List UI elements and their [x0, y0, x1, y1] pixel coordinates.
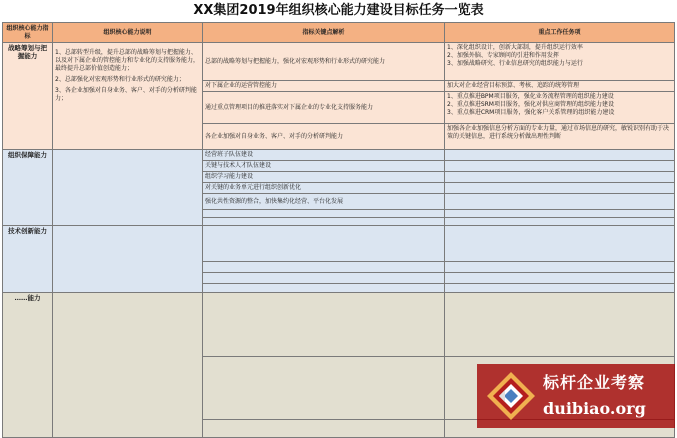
task-line: 1、重点推进BPM项目服务，强化业务流程管理的组织能力建设	[447, 93, 614, 100]
task-line: 3、加强战略研究、行业信息研究的组织能力与运行	[447, 60, 583, 67]
key-point-cell: 通过重点管理项目的推进落实对下属企业的专业化支持服务能力	[203, 92, 445, 124]
table-row	[3, 150, 675, 161]
header-capability-indicator: 组织核心能力指标	[3, 23, 53, 43]
task-line: 3、重点推进CRM项目服务，强化客户关系管理的组织能力建设	[447, 109, 615, 116]
header-key-tasks: 重点工作任务项	[445, 23, 675, 43]
task-line: 1、深化组织设计，创新大部制，提升组织运行效率	[447, 44, 583, 51]
logo-icon	[485, 370, 537, 422]
key-point-cell	[203, 357, 445, 420]
key-point-cell	[203, 284, 445, 293]
key-point-cell: 对下属企业的运营管控能力	[203, 81, 445, 92]
task-line: 2、加强外脑、专家顾问的引进和作用发挥	[447, 52, 559, 59]
capability-name: ……能力	[3, 293, 53, 438]
capability-name: 战略筹划与把握能力	[3, 43, 53, 150]
capability-name: 技术创新能力	[3, 226, 53, 293]
key-point-cell: 经营班子队伍建设	[203, 150, 445, 161]
task-cell	[445, 284, 675, 293]
task-cell	[445, 183, 675, 194]
key-point-cell	[203, 293, 445, 357]
task-cell	[445, 210, 675, 218]
task-cell	[445, 293, 675, 357]
task-cell	[445, 262, 675, 273]
task-cell: 加强各企业加强信息分析方面的专业力量，通过市场信息的研究，敏锐识别有助于决策的关键信息，进行系统分析做出理性判断	[445, 124, 675, 150]
watermark-brand: 标杆企业考察	[543, 373, 646, 392]
table-row	[3, 226, 675, 262]
page-title: XX集团2019年组织核心能力建设目标任务一览表	[193, 3, 484, 18]
key-point-cell	[203, 218, 445, 226]
header-row	[3, 23, 675, 43]
key-point-cell	[203, 210, 445, 218]
description-line: 1、总部转型升级，提升总部的战略筹划与把握能力、以及对下属企业的管控能力和专业化的支持服务能力，最终提升总部价值创造能力；	[55, 49, 200, 72]
task-cell	[445, 194, 675, 210]
task-cell	[445, 92, 675, 124]
key-point-cell	[203, 262, 445, 273]
task-cell	[445, 161, 675, 172]
key-point-cell: 对关键的业务单元进行组织创新优化	[203, 183, 445, 194]
capability-description	[53, 43, 203, 150]
watermark	[477, 364, 675, 428]
watermark-url: duibiao.org	[543, 399, 646, 418]
key-point-cell: 组织学习能力建设	[203, 172, 445, 183]
task-cell	[445, 43, 675, 81]
task-cell	[445, 273, 675, 284]
task-cell: 加大对企业经营目标预算、考核、追踪的统筹管理	[445, 81, 675, 92]
task-cell	[445, 226, 675, 262]
key-point-cell: 强化共性资源的整合，加快集约化经营、平台化发展	[203, 194, 445, 210]
key-point-cell	[203, 226, 445, 262]
header-key-point-analysis: 指标关键点解析	[203, 23, 445, 43]
key-point-cell: 关键与技术人才队伍建设	[203, 161, 445, 172]
description-line: 2、总部强化对宏观形势和行业形式的研究能力；	[55, 76, 185, 83]
capability-description	[53, 293, 203, 438]
key-point-cell: 总部的战略筹划与把握能力，强化对宏观形势和行业形式的研究能力	[203, 43, 445, 81]
key-point-cell	[203, 273, 445, 284]
key-point-cell: 各企业加强对自身业务、客户、对手的分析研判能力	[203, 124, 445, 150]
capability-description	[53, 226, 203, 293]
task-line: 2、重点推进SRM项目服务，强化对供应商管理的组织能力建设	[447, 101, 614, 108]
description-line: 3、各企业加强对自身业务、客户、对手的分析研判能力；	[55, 87, 197, 102]
capability-description	[53, 150, 203, 226]
task-cell	[445, 150, 675, 161]
task-cell	[445, 218, 675, 226]
capability-name: 组织保障能力	[3, 150, 53, 226]
table-row	[3, 293, 675, 357]
task-cell	[445, 172, 675, 183]
table-row	[3, 43, 675, 81]
header-capability-description: 组织核心能力说明	[53, 23, 203, 43]
